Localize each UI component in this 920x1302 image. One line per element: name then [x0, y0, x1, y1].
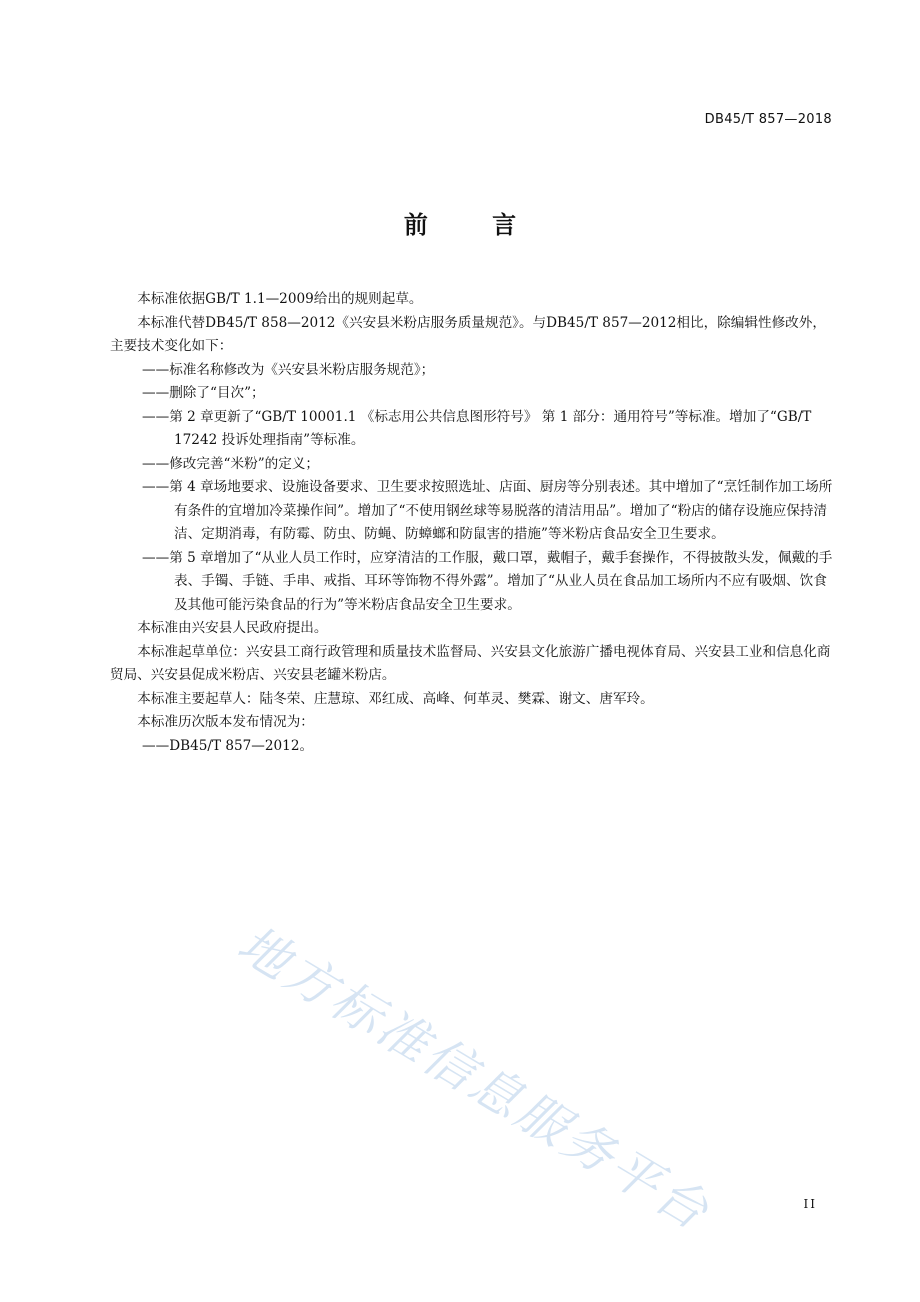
list-item: ——第 4 章场地要求、设施设备要求、卫生要求按照选址、店面、厨房等分别表述。其中增加了“烹饪制作加工场所有条件的宜增加冷菜操作间”。增加了“不使用钢丝球等易脱落的清洁用品”。增加了“粉店的储存设施应保持清洁、定期消毒，有防霉、防虫、防蝇、防蟑螂和防鼠害的措施”等米粉店食品安全卫生要求。: [142, 479, 833, 542]
list-item: ——标准名称修改为《兴安县米粉店服务规范》；: [142, 361, 435, 378]
list-item: ——第 2 章更新了“GB/T 10001.1 《标志用公共信息图形符号》 第 1 部分：通用符号”等标准。增加了“GB/T 17242 投诉处理指南”等标准。: [142, 408, 812, 448]
list-item: ——第 5 章增加了“从业人员工作时，应穿清洁的工作服，戴口罩，戴帽子，戴手套操作，不得披散头发，佩戴的手表、手镯、手链、手串、戒指、耳环等饰物不得外露”。增加了“从业人员在食品加工场所内不应有吸烟、饮食及其他可能污染食品的行为”等米粉店食品安全卫生要求。: [142, 549, 833, 613]
paragraph: 本标准依据GB/T 1.1—2009给出的规则起草。: [137, 291, 423, 307]
list-item: ——DB45/T 857—2012。: [142, 737, 314, 754]
list-item: ——删除了“目次”；: [142, 385, 265, 401]
page-number: II: [803, 1197, 817, 1211]
paragraph: 本标准主要起草人：陆冬荣、庄慧琼、邓红成、高峰、何革灵、樊霖、谢文、唐军玲。: [137, 690, 654, 707]
list-item: ——修改完善“米粉”的定义；: [142, 455, 320, 472]
paragraph: 本标准历次版本发布情况为：: [137, 714, 314, 730]
watermark: 地方标准信息服务平台: [228, 914, 721, 1243]
foreword-body: [110, 288, 834, 758]
paragraph: 本标准起草单位：兴安县工商行政管理和质量技术监督局、兴安县文化旅游广播电视体育局、兴安县工业和信息化商贸局、兴安县促成米粉店、兴安县老罐米粉店。: [110, 643, 831, 683]
paragraph: 本标准代替DB45/T 858—2012《兴安县米粉店服务质量规范》。与DB45/T 857—2012相比，除编辑性修改外，主要技术变化如下：: [110, 314, 826, 354]
page-title: 前 言: [403, 211, 545, 239]
standard-code: DB45/T 857—2018: [704, 112, 832, 127]
paragraph: 本标准由兴安县人民政府提出。: [137, 620, 328, 636]
